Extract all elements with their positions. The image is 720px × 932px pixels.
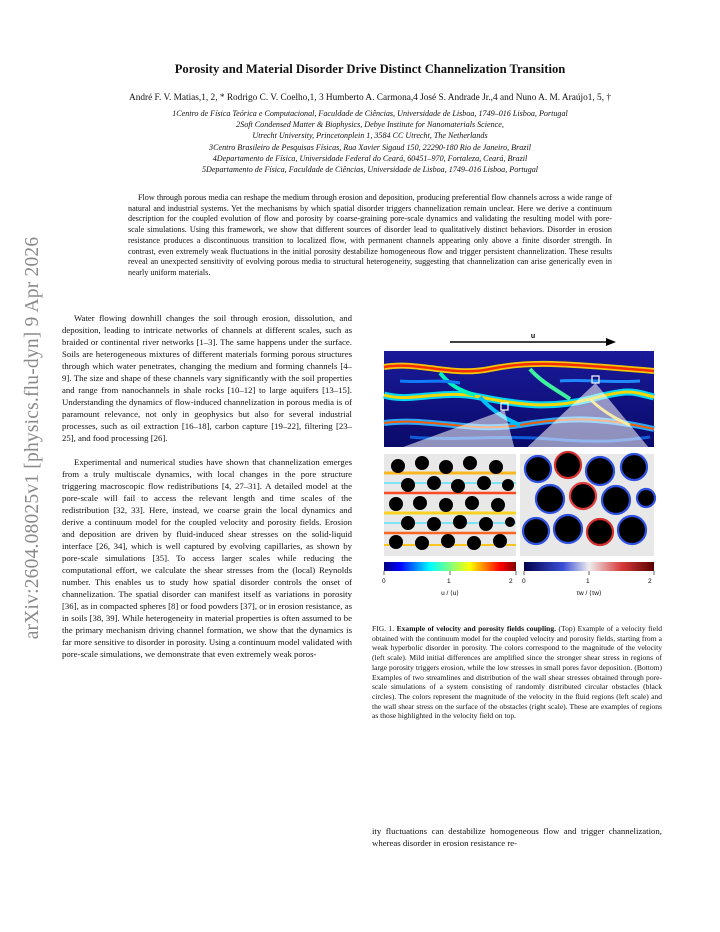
cb-right-tick: 0	[522, 578, 526, 585]
affiliation-line: 1Centro de Física Teórica e Computacional, Faculdade de Ciências, Universidade de Lisboa, 1749–016 Lisboa, Portugal	[172, 109, 568, 118]
affiliations	[70, 108, 670, 175]
affiliation-line: Utrecht University, Princetonplein 1, 3584 CC Utrecht, The Netherlands	[252, 131, 488, 141]
abstract: Flow through porous media can reshape the medium through erosion and deposition, producing preferential flow channels across a wide range of natural and industrial systems. Yet the mechanisms by which spatial disorder triggers channelization remain unclear. Here we derive a continuum description for the coupled evolution of flow and porosity by coarse-graining pore-scale dynamics and validating the resulting model with pore-scale simulations. Using this framework, we show that different sources of disorder lead to qualitatively distinct behaviors. Disorder in erosion resistance produces a discontinuous transition to localized flow, with permanent channels appearing only above a finite disorder strength. In contrast, even extremely weak fluctuations in the initial porosity destabilize homogeneous flow and trigger persistent channelization. These results reveal an unexpected sensitivity of evolving porous media to structural heterogeneity, suggesting that channelization can arise generically even in nearly uniform materials.	[128, 193, 612, 277]
cb-left-tick: 2	[509, 578, 513, 585]
affiliation-line: 2Soft Condensed Matter & Biophysics, Debye Institute for Nanomaterials Science,	[236, 120, 504, 130]
affiliation-line: 4Departamento de Física, Universidade Federal do Ceará, 60451–970, Fortaleza, Ceará, Brazil	[212, 153, 528, 163]
body-column-left	[62, 312, 352, 660]
caption-label: FIG. 1.	[372, 624, 395, 633]
caption-heading: Example of velocity and porosity fields coupling.	[396, 624, 557, 633]
shear-colorbar	[524, 562, 654, 571]
arrow-head-icon	[606, 338, 616, 346]
affiliation-line: 5Departamento de Física, Faculdade de Ciências, Universidade de Lisboa, 1749–016 Lisboa, Portugal	[201, 165, 539, 175]
paper-title: Porosity and Material Disorder Drive Distinct Channelization Transition	[174, 62, 566, 76]
body-paragraph: Water flowing downhill changes the soil through erosion, dissolution, and deposition, leading to intricate networks of channels at different scales, such as braided or continental river networks [1–3]. The same happens under the surface. Soils are heterogeneous mixtures of different materials forming porous structures through which water penetrates, changing the medium and forming channels [4–9]. The size and shape of these channels vary significantly with the soil properties and range from nanochannels in shale rocks [10–12] to large aquifers [13–15]. Understanding the dynamics of flow-induced channelization in porous media is of paramount relevance, not only in geophysics but also for several industrial processes, such as oil extraction [16–18], carbon capture [19–22], filtering [23–25], and food processing [26].	[62, 313, 352, 444]
arxiv-sidebar-stamp: arXiv:2604.08025v1 [physics.flu-dyn] 9 Apr 2026	[22, 236, 43, 639]
figure-graphic	[380, 333, 658, 615]
cb-right-label: τw / ⟨τw⟩	[576, 590, 602, 597]
cb-left-tick: 1	[447, 578, 451, 585]
velocity-colorbar	[384, 562, 516, 571]
author-list: André F. V. Matias,1, 2, * Rodrigo C. V. Coelho,1, 3 Humberto A. Carmona,4 José S. Andrade Jr.,4 and Nuno A. M. Araújo1, 5, †	[129, 93, 611, 103]
cb-left-tick: 0	[382, 578, 386, 585]
body-paragraph: Experimental and numerical studies have shown that channelization emerges from a truly multiscale dynamics, with local changes in the pore structure triggering macroscopic flow redistributions [4, 27–31]. A detailed model at the pore-scale will fail to access the relevant length and time scales of the redistribution [32, 33]. Here, instead, we coarse grain the local dynamics and derive a continuum model for the coupled velocity and porosity fields. Erosion and deposition are driven by fluid-induced shear stresses on the solid-liquid interface [26, 34], which is well captured by evolving capillaries, as shown by pore-scale simulations [35]. To access larger scales while reducing the computational effort, we calculate the shear stresses from the (local) Reynolds number. This enables us to study how spatial disorder controls the onset of channelization. The spatial disorder can manifest itself as variations in porosity [36], as in compacted spheres [8] or food powders [37], or in erosion resistance, as in soils [38, 39]. While heterogeneity in material properties is often assumed to be the primary mechanism driving channel formation, we show that the dynamics is far more sensitive to disorder in porosity. Using a continuum model validated with pore-scale simulations, we demonstrate that even extremely weak poros-	[62, 456, 352, 660]
figure-caption	[372, 624, 662, 721]
affiliation-line: 3Centro Brasileiro de Pesquisas Físicas, Rua Xavier Sigaud 150, 22290-180 Rio de Janeiro, Brazil	[209, 142, 531, 152]
body-column-right: ity fluctuations can destabilize homogeneous flow and trigger channelization, whereas disorder in erosion resistance re-	[372, 826, 662, 849]
arrow-label: u	[530, 333, 536, 340]
cb-right-tick: 1	[586, 578, 590, 585]
cb-left-label: u / ⟨u⟩	[441, 590, 459, 597]
caption-text: (Top) Example of a velocity field obtained with the continuum model for the coupled velocity and porosity fields, starting from a weak hyperbolic disorder in porosity. The colors correspond to the magnitude of the velocity (left scale). Mild initial differences are amplified since the stronger shear stress in regions of large porosity triggers erosion, while the low stresses in small pores favor deposition. (Bottom) Examples of two streamlines and distribution of the wall shear stresses obtained through pore-scale simulations of a system consisting of randomly distributed circular obstacles (black circles). The colors represent the magnitude of the velocity in the fluid regions (left scale) and the wall shear stress on the surface of the obstacles (right scale). These are examples of regions as those highlighted in the velocity field on top.	[372, 624, 662, 721]
cb-right-tick: 2	[648, 578, 652, 585]
figure-1	[380, 333, 658, 615]
